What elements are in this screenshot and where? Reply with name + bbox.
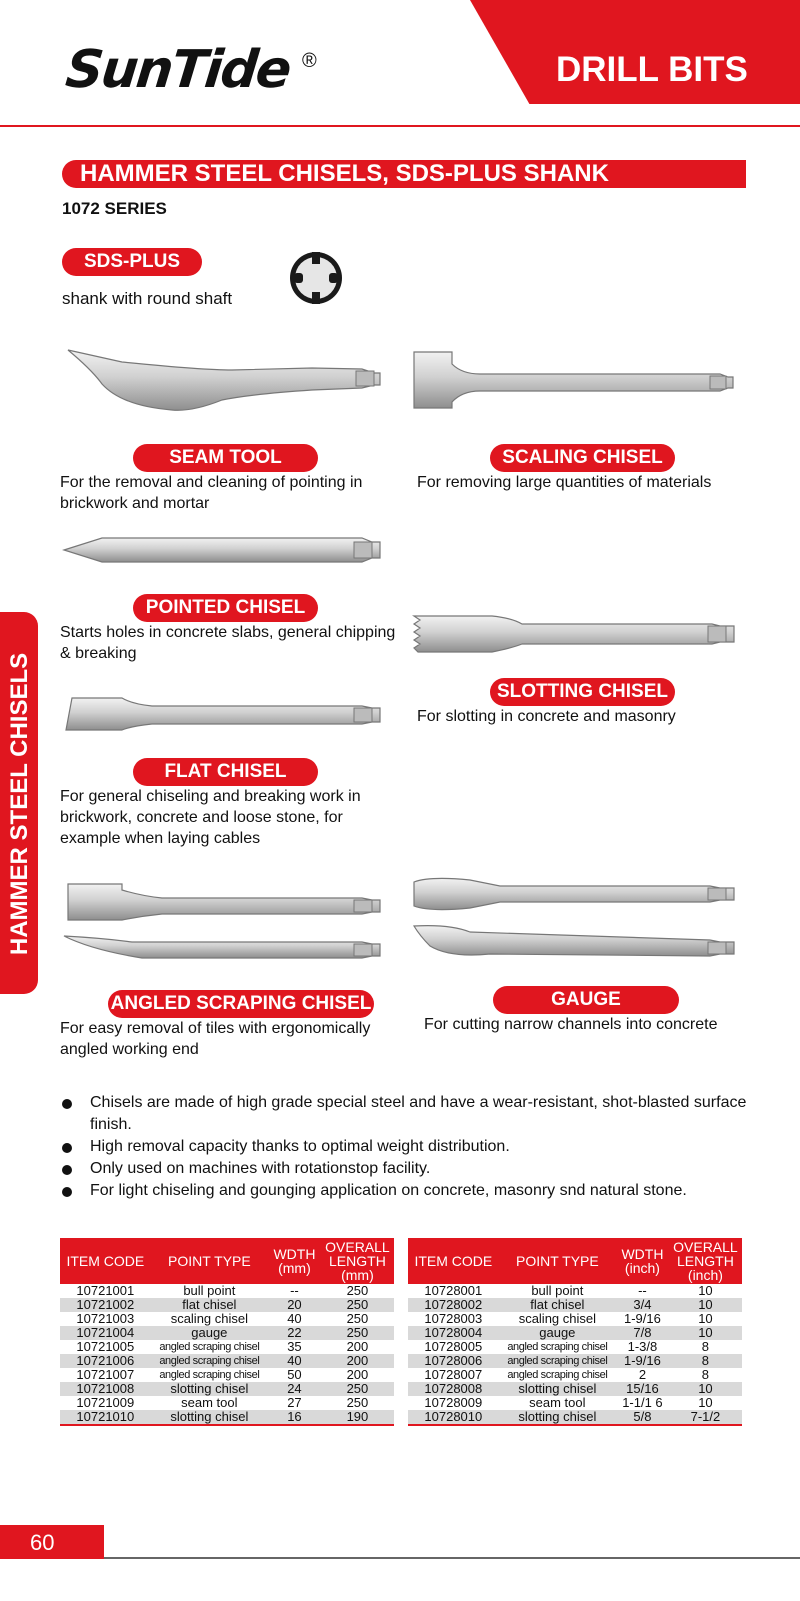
- table-row: [408, 1298, 742, 1312]
- table-row: [60, 1382, 394, 1396]
- table-row: [60, 1410, 394, 1425]
- table-cell: 40: [287, 1311, 302, 1326]
- table-cell: 250: [346, 1395, 369, 1410]
- column-header: ITEM CODE: [408, 1238, 499, 1284]
- spec-table-mm: [60, 1238, 394, 1426]
- shank-description: shank with round shaft: [62, 289, 233, 308]
- table-cell: 22: [268, 1326, 321, 1340]
- column-header: OVERALL LENGTH (mm): [321, 1238, 394, 1284]
- pointed-chisel-description: Starts holes in concrete slabs, general chipping & breaking: [60, 624, 396, 662]
- gauge-label: GAUGE: [493, 986, 679, 1014]
- table-cell: 250: [321, 1382, 394, 1396]
- registered-mark: ®: [302, 50, 317, 72]
- table-row: [408, 1410, 742, 1425]
- table-cell: seam tool: [529, 1395, 586, 1410]
- table-cell: 10728002: [408, 1298, 499, 1312]
- scaling-chisel-image: [410, 350, 740, 412]
- table-cell: 190: [321, 1410, 394, 1425]
- feature-item: For light chiseling and gounging application on concrete, masonry snd natural stone.: [60, 1180, 760, 1202]
- sds-plus-badge: SDS-PLUS: [62, 248, 202, 276]
- seam-tool-image: [62, 340, 392, 420]
- table-cell: 10721010: [60, 1410, 151, 1425]
- table-cell: 15/16: [616, 1382, 669, 1396]
- table-row: [408, 1396, 742, 1410]
- side-category-label: HAMMER STEEL CHISELS: [6, 652, 33, 956]
- table-cell: 1-9/16: [624, 1311, 661, 1326]
- table-row: [408, 1284, 742, 1298]
- sds-plus-shank-icon: [288, 250, 344, 306]
- table-cell: 16: [268, 1410, 321, 1425]
- table-row: [408, 1354, 742, 1368]
- table-cell: 10: [669, 1298, 742, 1312]
- flat-chisel-description: For general chiseling and breaking work in brickwork, concrete and loose stone, for example when laying cables: [60, 788, 361, 847]
- table-cell: angled scraping chisel: [507, 1369, 608, 1381]
- table-cell: 200: [321, 1354, 394, 1368]
- table-row: [60, 1340, 394, 1354]
- table-cell: 10721002: [60, 1298, 151, 1312]
- scaling-chisel-label: SCALING CHISEL: [490, 444, 675, 472]
- flat-chisel-image: [62, 694, 392, 734]
- table-cell: angled scraping chisel: [507, 1341, 608, 1353]
- table-cell: flat chisel: [151, 1298, 268, 1312]
- table-cell: 250: [346, 1283, 369, 1298]
- table-cell: 250: [321, 1298, 394, 1312]
- table-cell: 10721007: [76, 1367, 135, 1382]
- table-cell: gauge: [151, 1326, 268, 1340]
- feature-item: Chisels are made of high grade special steel and have a wear-resistant, shot-blasted surface finish.: [60, 1092, 760, 1136]
- pointed-chisel-image: [62, 532, 392, 568]
- table-cell: 7-1/2: [669, 1410, 742, 1425]
- table-cell: angled scraping chisel: [151, 1354, 268, 1368]
- table-cell: 10: [698, 1311, 713, 1326]
- column-header: ITEM CODE: [60, 1238, 151, 1284]
- table-cell: 10721005: [76, 1339, 135, 1354]
- table-cell: 24: [268, 1382, 321, 1396]
- table-cell: slotting chisel: [499, 1382, 616, 1396]
- table-cell: 10728010: [408, 1410, 499, 1425]
- table-row: [60, 1284, 394, 1298]
- table-cell: 250: [346, 1311, 369, 1326]
- spec-table-inch: [408, 1238, 742, 1426]
- table-cell: 10721006: [60, 1354, 151, 1368]
- angled-scraping-chisel-description: For easy removal of tiles with ergonomically angled working end: [60, 1020, 371, 1058]
- table-row: [408, 1326, 742, 1340]
- table-cell: --: [638, 1283, 647, 1298]
- column-header: POINT TYPE: [151, 1238, 268, 1284]
- table-cell: 10728004: [408, 1326, 499, 1340]
- table-cell: 10721008: [60, 1382, 151, 1396]
- table-row: [60, 1396, 394, 1410]
- table-cell: 10721003: [76, 1311, 135, 1326]
- feature-item: High removal capacity thanks to optimal weight distribution.: [60, 1136, 760, 1158]
- section-title: HAMMER STEEL CHISELS, SDS-PLUS SHANK: [80, 160, 609, 187]
- table-cell: 10: [698, 1283, 713, 1298]
- column-header: OVERALL LENGTH (inch): [669, 1238, 742, 1284]
- table-cell: slotting chisel: [151, 1410, 268, 1425]
- table-cell: 10728006: [408, 1354, 499, 1368]
- pointed-chisel-label: POINTED CHISEL: [133, 594, 318, 622]
- table-cell: angled scraping chisel: [159, 1369, 260, 1381]
- slotting-chisel-description: For slotting in concrete and masonry: [417, 708, 676, 725]
- table-row: [60, 1368, 394, 1382]
- header-divider: [0, 125, 800, 127]
- table-row: [60, 1354, 394, 1368]
- table-cell: 8: [669, 1354, 742, 1368]
- table-cell: 10721001: [76, 1283, 135, 1298]
- table-cell: 200: [346, 1339, 369, 1354]
- table-cell: 50: [287, 1367, 302, 1382]
- table-cell: 3/4: [616, 1298, 669, 1312]
- slotting-chisel-image: [412, 612, 742, 656]
- table-row: [60, 1312, 394, 1326]
- table-cell: 1-3/8: [627, 1339, 658, 1354]
- table-cell: 10721009: [76, 1395, 135, 1410]
- scaling-chisel-description: For removing large quantities of materials: [417, 474, 712, 491]
- gauge-image-2: [410, 918, 740, 964]
- brand-logo: SunTide: [62, 40, 293, 100]
- table-cell: --: [290, 1283, 299, 1298]
- table-cell: 10: [669, 1382, 742, 1396]
- table-cell: 200: [346, 1367, 369, 1382]
- table-cell: scaling chisel: [170, 1311, 249, 1326]
- series-label: 1072 SERIES: [62, 199, 167, 218]
- table-cell: 10728007: [424, 1367, 483, 1382]
- table-cell: angled scraping chisel: [499, 1354, 616, 1368]
- table-cell: slotting chisel: [151, 1382, 268, 1396]
- table-cell: gauge: [499, 1326, 616, 1340]
- table-cell: angled scraping chisel: [159, 1341, 260, 1353]
- table-cell: bull point: [183, 1283, 236, 1298]
- feature-item: Only used on machines with rotationstop facility.: [60, 1158, 760, 1180]
- table-row: [408, 1382, 742, 1396]
- table-cell: 8: [701, 1339, 710, 1354]
- table-cell: scaling chisel: [518, 1311, 597, 1326]
- table-cell: 5/8: [616, 1410, 669, 1425]
- table-cell: 10728005: [424, 1339, 483, 1354]
- table-cell: 7/8: [616, 1326, 669, 1340]
- table-row: [408, 1340, 742, 1354]
- angled-scraping-chisel-label: ANGLED SCRAPING CHISEL: [108, 990, 374, 1018]
- column-header: POINT TYPE: [499, 1238, 616, 1284]
- column-header: WDTH (inch): [616, 1238, 669, 1284]
- table-cell: slotting chisel: [499, 1410, 616, 1425]
- table-cell: 20: [268, 1298, 321, 1312]
- table-cell: 10728008: [408, 1382, 499, 1396]
- table-cell: 2: [638, 1367, 647, 1382]
- slotting-chisel-label: SLOTTING CHISEL: [490, 678, 675, 706]
- table-cell: 10721004: [60, 1326, 151, 1340]
- table-row: [60, 1326, 394, 1340]
- gauge-description: For cutting narrow channels into concrete: [424, 1016, 718, 1033]
- table-cell: 1-1/1 6: [622, 1395, 663, 1410]
- angled-scraping-chisel-image-2: [62, 930, 392, 964]
- seam-tool-label: SEAM TOOL: [133, 444, 318, 472]
- gauge-image-1: [410, 874, 740, 914]
- table-row: [60, 1298, 394, 1312]
- table-cell: 250: [321, 1326, 394, 1340]
- table-row: [408, 1312, 742, 1326]
- table-cell: 8: [701, 1367, 710, 1382]
- table-row: [408, 1368, 742, 1382]
- table-cell: 10728009: [424, 1395, 483, 1410]
- table-cell: 10728001: [424, 1283, 483, 1298]
- table-cell: 40: [268, 1354, 321, 1368]
- footer-divider: [104, 1557, 800, 1559]
- table-cell: 1-9/16: [616, 1354, 669, 1368]
- table-cell: seam tool: [181, 1395, 238, 1410]
- table-cell: 10: [669, 1326, 742, 1340]
- flat-chisel-label: FLAT CHISEL: [133, 758, 318, 786]
- page-number: 60: [30, 1530, 55, 1555]
- table-cell: bull point: [531, 1283, 584, 1298]
- table-cell: 10: [698, 1395, 713, 1410]
- table-cell: 27: [287, 1395, 302, 1410]
- table-cell: flat chisel: [499, 1298, 616, 1312]
- seam-tool-description: For the removal and cleaning of pointing in brickwork and mortar: [60, 474, 363, 512]
- column-header: WDTH (mm): [268, 1238, 321, 1284]
- category-title: DRILL BITS: [556, 50, 748, 89]
- table-cell: 10728003: [424, 1311, 483, 1326]
- feature-list: [60, 1092, 760, 1202]
- table-cell: 35: [287, 1339, 302, 1354]
- angled-scraping-chisel-image-1: [62, 880, 392, 922]
